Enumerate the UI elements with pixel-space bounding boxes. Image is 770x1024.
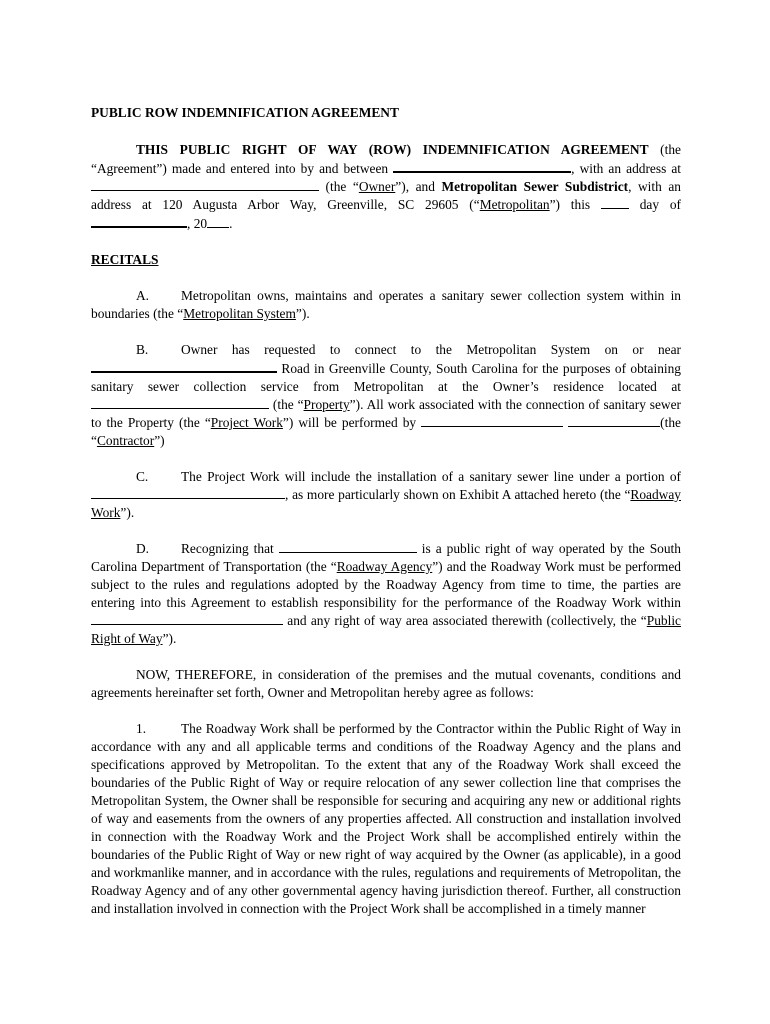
recitals-heading: RECITALS: [91, 252, 159, 267]
recital-c: C. The Project Work will include the installation of a sanitary sewer line under a portion of , as more particularly shown on Exhibit A attached hereto (the “Roadway Work”).: [91, 469, 681, 520]
roadway-portion-blank: [91, 486, 285, 499]
recital-b: B. Owner has requested to connect to the Metropolitan System on or near Road in Greenville County, South Carolina for the purposes of obtaining sanitary sewer collection service from Metropolitan at the Owner’s residence located at (the “Property”). All work associated with the connection of sanitary sewer to the Property (the “Project Work”) will be performed by (the “Contractor”): [91, 342, 681, 448]
party-address-blank: [91, 178, 319, 191]
property-address-blank: [91, 396, 269, 409]
section-1: 1. The Roadway Work shall be performed by the Contractor within the Public Right of Way in accordance with any and all applicable terms and conditions of the Roadway Agency and the plans and specifications approved by Metropolitan. To the extent that any of the Roadway Work shall exceed the boundaries of the Public Right of Way or require relocation of any sewer collection line that comprises the Metropolitan System, the Owner shall be responsible for securing and acquiring any new or additional rights of way and easements from the owners of any properties affected. All construction and installation involved in connection with the Roadway Work and the Project Work shall be accomplished entirely within the boundaries of the Public Right of Way or new right of way acquired by the Owner (as applicable), in a good and workmanlike manner, and in accordance with the rules, regulations and requirements of Metropolitan, the Roadway Agency and of any other governmental agency having jurisdiction thereof. Further, all construction and installation involved in connection with the Project Work shall be accomplished in a timely manner: [91, 721, 681, 916]
roadway-within-blank: [91, 612, 283, 625]
day-blank: [601, 196, 629, 209]
term-roadway-agency: Roadway Agency: [336, 559, 433, 574]
term-project-work: Project Work: [210, 415, 283, 430]
roadway-name-blank: [279, 540, 417, 553]
term-metropolitan: Metropolitan: [479, 197, 550, 212]
term-contractor: Contractor: [96, 433, 155, 448]
road-name-blank: [91, 359, 277, 373]
recital-a: A. Metropolitan owns, maintains and operates a sanitary sewer collection system within in boundaries (the “Metropolitan System”).: [91, 288, 681, 321]
term-owner: Owner: [358, 179, 396, 194]
party-name-blank: [393, 159, 571, 173]
contractor-name-blank: [421, 414, 563, 427]
term-metropolitan-system: Metropolitan System: [183, 306, 296, 321]
intro-paragraph: THIS PUBLIC RIGHT OF WAY (ROW) INDEMNIFICATION AGREEMENT (the “Agreement”) made and entered into by and between , with an address at (the “Owner”), and Metropolitan Sewer Subdistrict, with an address at 120 Augusta Arbor Way, Greenville, SC 29605 (“Metropolitan”) this day of , 20 .: [91, 142, 682, 231]
recital-d: D. Recognizing that is a public right of way operated by the South Carolina Department of Transportation (the “Roadway Agency”) and the Roadway Work must be performed subject to the rules and regulations adopted by the Roadway Agency from time to time, the parties are entering into this Agreement to establish responsibility for the performance of the Roadway Work within and any right of way area associated therewith (collectively, the “Public Right of Way”).: [91, 541, 681, 646]
term-public-right-of-way: Public Right of Way: [91, 613, 681, 646]
now-therefore-paragraph: NOW, THEREFORE, in consideration of the premises and the mutual covenants, conditions and agreements hereinafter set forth, Owner and Metropolitan hereby agree as follows:: [91, 667, 681, 700]
document-page: [91, 104, 681, 918]
document-title: PUBLIC ROW INDEMNIFICATION AGREEMENT: [91, 105, 399, 120]
month-blank: [91, 214, 187, 228]
intro-lead: THIS PUBLIC RIGHT OF WAY (ROW) INDEMNIFICATION AGREEMENT: [136, 142, 649, 157]
metropolitan-name: Metropolitan Sewer Subdistrict: [441, 179, 629, 194]
contractor-name-blank-2: [568, 414, 660, 427]
term-roadway-work: Roadway Work: [91, 487, 681, 520]
year-blank: [207, 215, 229, 228]
term-property: Property: [303, 397, 350, 412]
